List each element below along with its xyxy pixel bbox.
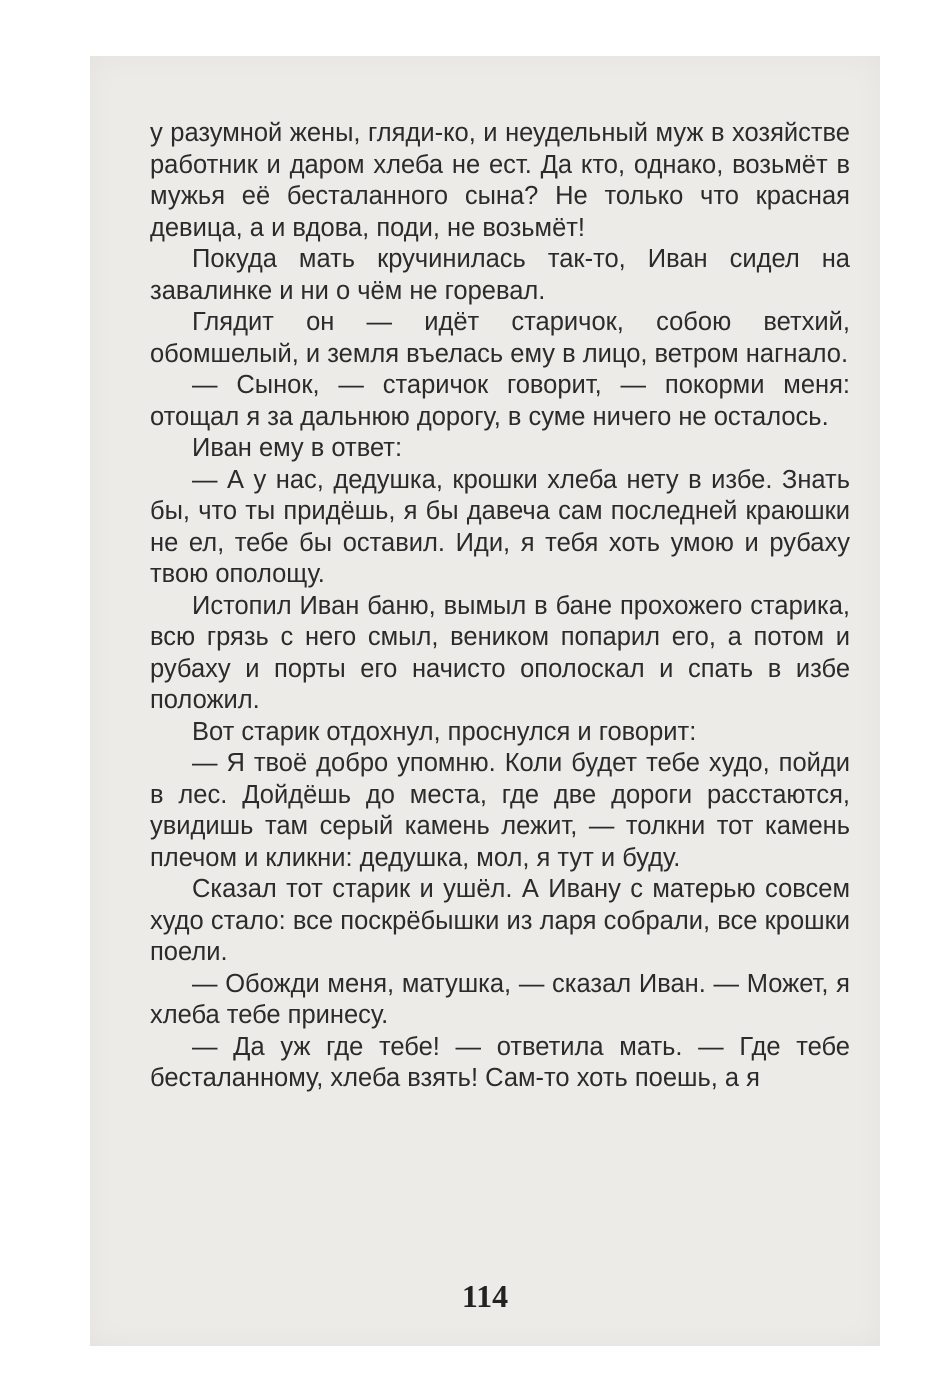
paragraph-5: Иван ему в ответ:: [192, 434, 403, 462]
paragraph-10: Сказал тот старик и ушёл. А Ивану с матерью совсем худо стало: все поскрёбышки из ларя собрали, все крошки поели.: [150, 875, 850, 966]
page-number: 114: [461, 1278, 509, 1314]
paragraph-7: Истопил Иван баню, вымыл в бане прохожего старика, всю грязь с него смыл, веником попарил его, а потом и рубаху и порты его начисто ополоскал и спать в избе положил.: [150, 591, 850, 714]
paragraph-9: — Я твоё добро упомню. Коли будет тебе худо, пойди в лес. Дойдёшь до места, где две дороги расстаются, увидишь там серый камень лежит, — толкни тот камень плечом и кликни: дедушка, мол, я тут и буду.: [150, 749, 850, 872]
paragraph-2: Покуда мать кручинилась так-то, Иван сидел на завалинке и ни о чём не горевал.: [150, 245, 850, 305]
paragraph-12: — Да уж где тебе! — ответила мать. — Где тебе бесталанному, хлеба взять! Сам-то хоть поешь, а я: [150, 1032, 850, 1092]
book-page: [90, 56, 880, 1346]
paragraph-1: у разумной жены, гляди-ко, и неудельный муж в хозяйстве работник и даром хлеба не ест. Да кто, однако, возьмёт в мужья её бесталанного сына? Не только что красная девица, а и вдова, поди, не возьмёт!: [150, 119, 850, 242]
body-text: [150, 118, 850, 1095]
paragraph-4: — Сынок, — старичок говорит, — покорми меня: отощал я за дальнюю дорогу, в суме ничего не осталось.: [150, 371, 850, 431]
paragraph-6: — А у нас, дедушка, крошки хлеба нету в избе. Знать бы, что ты придёшь, я бы давеча сам последней краюшки не ел, тебе бы оставил. Иди, я тебя хоть умою и рубаху твою ополощу.: [150, 465, 850, 588]
paragraph-11: — Обожди меня, матушка, — сказал Иван. — Может, я хлеба тебе принесу.: [150, 969, 850, 1029]
paragraph-8: Вот старик отдохнул, проснулся и говорит:: [192, 717, 697, 746]
paragraph-3: Глядит он — идёт старичок, собою ветхий, обомшелый, и земля въелась ему в лицо, ветром нагнало.: [150, 308, 850, 368]
